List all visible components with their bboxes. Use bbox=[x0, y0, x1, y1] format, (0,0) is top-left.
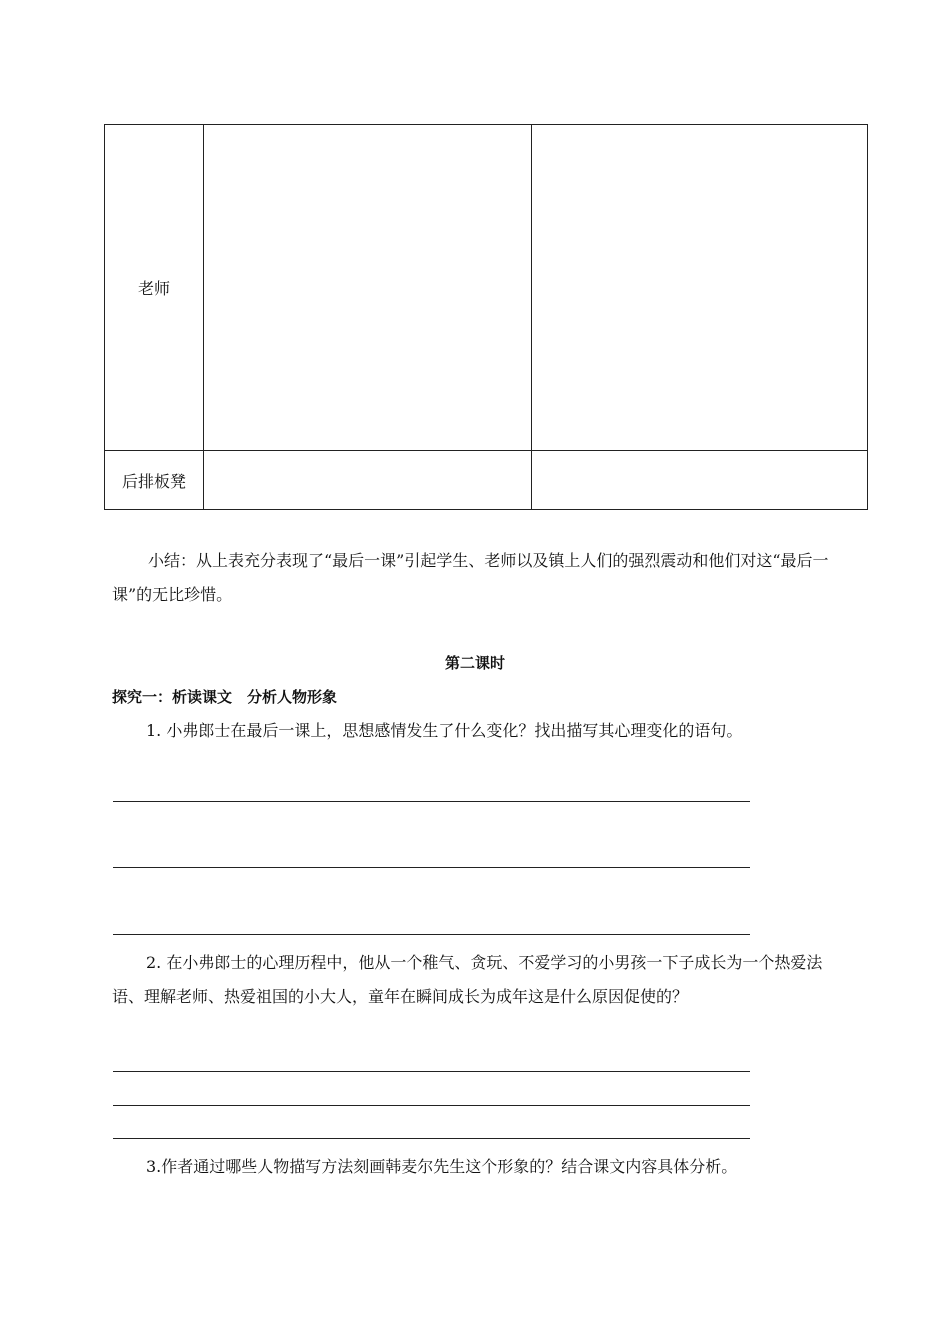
row-label-teacher: 老师 bbox=[105, 125, 204, 451]
table-cell-answer[interactable] bbox=[204, 451, 532, 510]
lesson-title: 第二课时 bbox=[444, 654, 505, 672]
answer-line[interactable] bbox=[113, 867, 750, 868]
answer-line[interactable] bbox=[113, 934, 750, 935]
question-3: 3.作者通过哪些人物描写方法刻画韩麦尔先生这个形象的？结合课文内容具体分析。 bbox=[146, 1157, 738, 1176]
answer-line[interactable] bbox=[113, 1071, 750, 1072]
answer-line[interactable] bbox=[113, 1105, 750, 1106]
table-cell-answer[interactable] bbox=[532, 451, 868, 510]
question-1: 1. 小弗郎士在最后一课上，思想感情发生了什么变化？找出描写其心理变化的语句。 bbox=[146, 721, 743, 740]
table-row bbox=[105, 125, 868, 451]
question-2: 2. 在小弗郎士的心理历程中，他从一个稚气、贪玩、不爱学习的小男孩一下子成长为一个热爱法语、理解老师、热爱祖国的小大人，童年在瞬间成长为成年这是什么原因促使的？ bbox=[112, 953, 823, 1006]
answer-line[interactable] bbox=[113, 801, 750, 802]
answer-line[interactable] bbox=[113, 1138, 750, 1139]
analysis-table bbox=[104, 124, 868, 510]
table-cell-answer[interactable] bbox=[204, 125, 532, 451]
table-row bbox=[105, 451, 868, 510]
table-cell-answer[interactable] bbox=[532, 125, 868, 451]
summary-paragraph: 小结：从上表充分表现了“最后一课”引起学生、老师以及镇上人们的强烈震动和他们对这“最后一课”的无比珍惜。 bbox=[112, 551, 829, 604]
row-label-back-bench: 后排板凳 bbox=[105, 451, 204, 510]
section-title: 探究一：析读课文 分析人物形象 bbox=[112, 688, 338, 706]
